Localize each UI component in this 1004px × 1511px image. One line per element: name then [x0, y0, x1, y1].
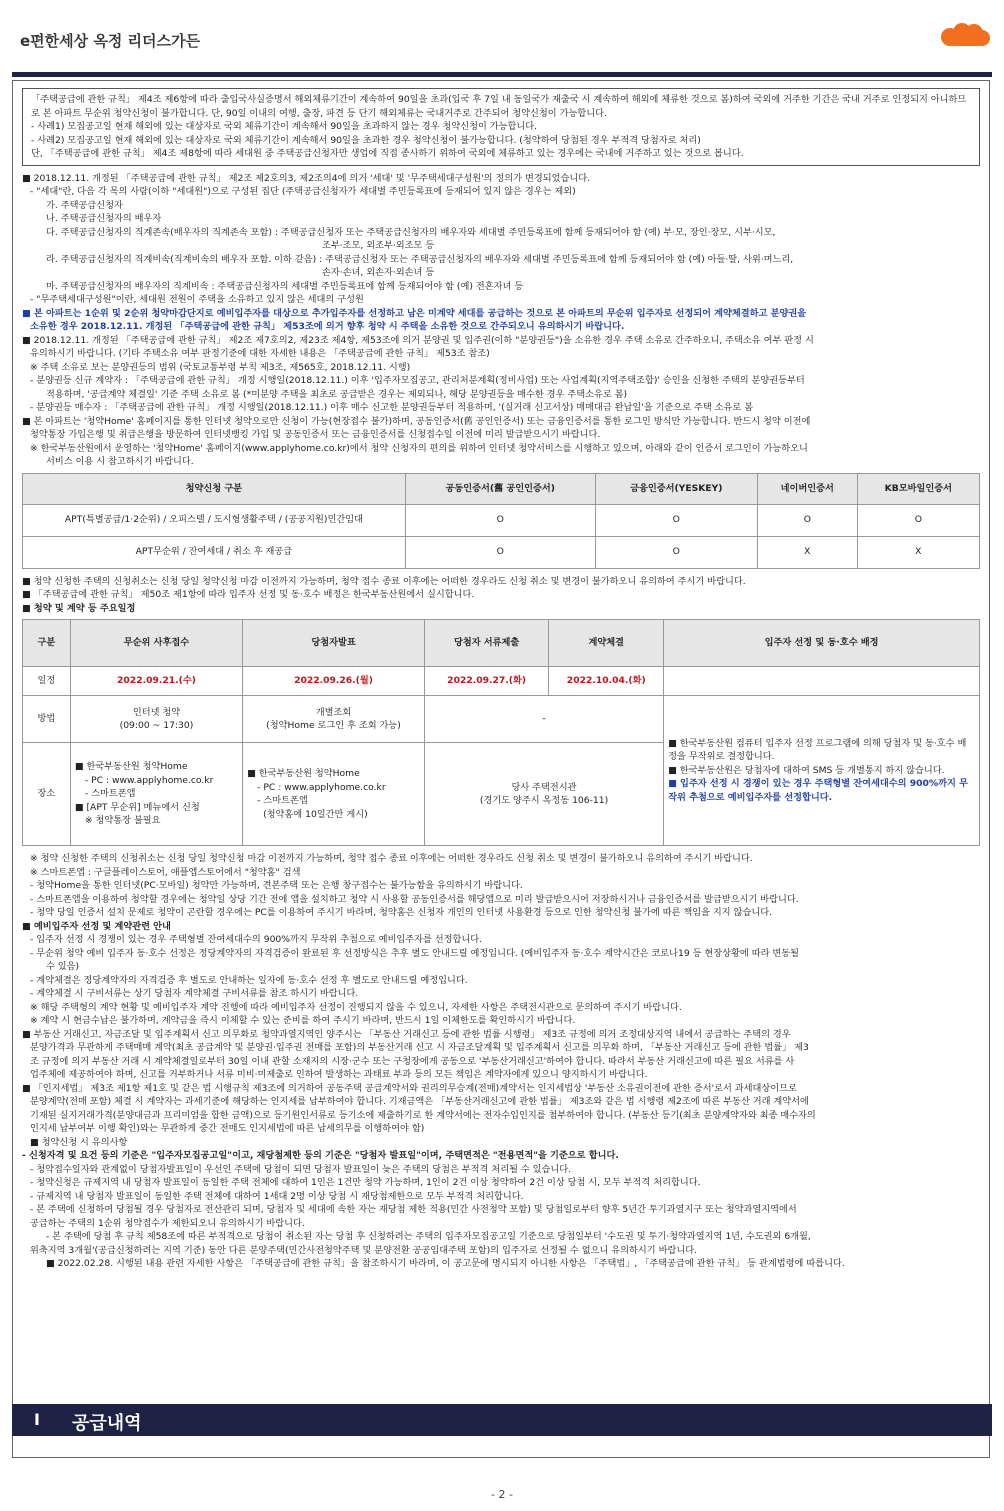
household-definition-section [22, 172, 980, 307]
document-title: e편한세상 옥정 리더스가든 [20, 32, 201, 50]
cell-line: ■ 한국부동산원 청약Home [247, 768, 360, 779]
table-header: 금융인증서(YESKEY) [595, 473, 757, 504]
table-row [23, 696, 980, 743]
document-body [22, 88, 980, 1271]
schedule-table [22, 619, 980, 846]
text-line: - 본 주택에 당첨 후 규칙 제58조에 따른 부적격으로 당첨이 취소된 자는 당첨 후 신청하려는 주택의 입주자모집공고일 기준으로 당첨일부터 '수도권 및 투기·청약과열지역 1년, 수도권외 6개월, [46, 1231, 811, 1242]
overseas-stay-notice [22, 88, 980, 166]
additional-notices [22, 852, 980, 1271]
text-line: ■ 청약 신청한 주택의 신청취소는 신청 당일 청약신청 마감 이전까지 가능하며, 청약 접수 종료 이후에는 어떠한 경우라도 신청 취소 및 변경이 불가하오니 유의하여 주시기 바랍니다. [22, 575, 746, 587]
highlight-line: 소유한 경우 2018.12.11. 개정된 「주택공급에 관한 규칙」 제53조에 의거 향후 청약 시 주택을 소유한 것으로 간주되오니 유의하시기 바랍니다. [30, 321, 625, 332]
text-line: ■ 2018.12.11. 개정된 「주택공급에 관한 규칙」 제2조 제2호의3, 제2조의4에 의거 '세대' 및 '무주택세대구성원'의 정의가 변경되었습니다. [22, 172, 591, 184]
presale-rights-section [22, 334, 980, 469]
unsold-unit-notice [22, 307, 980, 334]
text-line: 손자·손녀, 외손자·외손녀 등 [322, 267, 435, 278]
date-cell: 2022.09.26.(월) [243, 667, 425, 696]
text-line: 라. 주택공급신청자의 직계비속(직계비속의 배우자 포함. 이하 같음) : 주택공급신청자 또는 주택공급신청자의 배우자와 세대별 주민등록표에 함께 등재되어야 함 (예) 아들·딸, 사위·며느리, [46, 253, 794, 265]
table-cell: O [405, 504, 595, 536]
text-line: ■ 청약신청 시 유의사항 [30, 1136, 128, 1148]
table-cell: X [757, 536, 857, 568]
section-title: 공급내역 [72, 1413, 142, 1434]
text-line: - 청약접수일자와 관계없이 당첨자발표일이 우선인 주택에 당첨이 되면 당첨자 발표일이 늦은 주택의 당첨은 부적격 처리될 수 있습니다. [30, 1163, 572, 1175]
notice-line: 「주택공급에 관한 규칙」 제4조 제6항에 따라 출입국사실증명서 해외체류기간이 계속하여 90일을 초과(입국 후 7일 내 동일국가 재출국 시 계속하여 해외에 체류한 것으로 봄)하여 국외에 거주한 기간은 국내 거주로 인정되지 아니하므로 본 아파트 무순위 청약신청이 불가합니다. 단, 90일 이내의 여행, 출장, 파견 등 단기 해외체류는 국내거주로 간주되어 청약신청이 가능합니다. [31, 94, 967, 119]
text-line: 나. 주택공급신청자의 배우자 [46, 213, 162, 224]
table-row [23, 536, 980, 568]
cell-line: - 스마트폰앱 [257, 795, 308, 806]
text-line: 분양계약(전매 포함) 체결 시 계약자는 과세기준에 해당하는 인지세를 납부하여야 합니다. 기재금액은 「부동산거래신고에 관한 법률」 제3조와 같은 법 시행령 제2조에 따른 부동산 거래 계약서에 [30, 1096, 809, 1107]
text-line: - 무순위 청약 예비 입주자 동·호수 선정은 정당계약자의 자격검증이 완료된 후 선정방식은 추후 별도 안내드릴 예정입니다. (예비입주자 동·호수 계약시간은 코로나19 등 현장상황에 따라 변동될 [30, 947, 800, 959]
schedule-heading: ■ 청약 및 계약 등 주요일정 [22, 602, 136, 614]
text-line: - 청약 당일 인증서 설치 문제로 청약이 곤란할 경우에는 PC를 이용하여 주시기 바라며, 청약홈은 신청자 개인의 인터넷 사용환경 등으로 인한 청약신청 불가에 따른 책임을 지지 않습니다. [30, 907, 773, 918]
table-header: 공동인증서(舊 공인인증서) [405, 473, 595, 504]
text-line: 위축지역 3개월'(공급신청하려는 지역 기준) 동안 다른 분양주택(민간사전청약주택 및 분양전환 공공임대주택 포함)의 입주자로 선정될 수 없으니 유의하시기 바랍니다. [30, 1244, 697, 1256]
text-line: - 청약신청은 규제지역 내 당첨자 발표일이 동일한 주택 전체에 대하여 1인은 1건만 청약 가능하며, 1인이 2건 이상 청약하여 2건 이상 당첨 시, 모두 부적격 처리합니다. [30, 1177, 701, 1188]
text-line: ■ 「인지세법」 제3조 제1항 제1호 및 같은 법 시행규칙 제3조에 의거하여 공동주택 공급계약서와 권리의무승계(전매)계약서는 인지세법상 '부동산 소유권이전에 관한 증서'로서 과세대상이므로 [22, 1082, 797, 1094]
table-cell [243, 743, 425, 846]
cell-line: (청약홈에 10일간만 게시) [263, 808, 368, 820]
text-line: ■ 2018.12.11. 개정된 「주택공급에 관한 규칙」 제2조 제7호의2, 제23조 제4항, 제53조에 의거 분양권 및 입주권(이하 "분양권등")을 소유한 경우 주택 소유로 간주하오니, 주택소유 여부 판정 시 [22, 334, 814, 346]
table-header: 계약체결 [549, 620, 664, 667]
text-line: - 입주자 선정 시 경쟁이 있는 경우 주택형별 잔여세대수의 900%까지 무작위 추첨으로 예비입주자를 선정합니다. [30, 934, 483, 945]
cell-line: ■ 입주자 선정 시 경쟁이 있는 경우 주택형별 잔여세대수의 900%까지 무작위 추첨으로 예비입주자를 선정합니다. [668, 778, 968, 803]
text-line: 청약통장 가입은행 및 취급은행을 방문하여 인터넷뱅킹 가입 및 공동인증서 또는 금융인증서를 신청접수일 이전에 미리 발급받으시기 바랍니다. [30, 429, 601, 440]
notice-line: - 사례2) 모집공고일 현재 해외에 있는 대상자로 국외 체류기간이 계속해서 90일을 초과한 경우 청약신청이 불가능합니다. (청약하여 당첨된 경우 부적격 당첨자로 처리) [31, 134, 701, 146]
highlight-line: ■ 본 아파트는 1순위 및 2순위 청약마감단지로 예비입주자를 대상으로 추가입주자를 선정하고 남은 미계약 세대를 공급하는 것으로 본 아파트의 무순위 입주자로 선정되어 계약체결하고 분양권을 [22, 307, 807, 319]
table-header: 구분 [23, 620, 71, 667]
table-header: 네이버인증서 [757, 473, 857, 504]
text-line: ■ 본 아파트는 '청약Home' 홈페이지를 통한 인터넷 청약으로만 신청이 가능(현장접수 불가)하며, 공동인증서(舊 공인인증서) 또는 금융인증서를 통한 로그인 방식만 가능합니다. 반드시 청약 이전에 [22, 415, 811, 427]
cell-line: - 스마트폰앱 [84, 788, 136, 800]
text-line: - 스마트폰앱을 이용하여 청약할 경우에는 청약일 상당 기간 전에 앱을 설치하고 청약 시 사용할 공동인증서를 해당앱으로 미리 발급받으시어 저장하시거나 금융인증서를 발급받으시기 바랍니다. [30, 893, 799, 905]
table-cell: - [424, 696, 663, 743]
cell-line: (경기도 양주시 옥정동 106-11) [479, 795, 609, 806]
cell-line: 인터넷 청약 [132, 706, 181, 718]
table-cell: X [857, 536, 979, 568]
table-header-row [23, 473, 980, 504]
text-line: - 규제지역 내 당첨자 발표일이 동일한 주택 전체에 대하여 1세대 2명 이상 당첨 시 재당첨제한으로 모두 부적격 처리합니다. [30, 1190, 524, 1202]
table-header-row [23, 620, 980, 667]
text-line: 조 규정에 의거 부동산 거래 시 계약체결일로부터 30일 이내 관할 소재지의 시장·군수 또는 구청장에게 공동으로 '부동산거래신고'하여야 합니다. 따라서 부동산 거래신고에 따른 필요 서류를 사 [30, 1055, 795, 1067]
text-line: 공급하는 주택의 1순위 청약접수가 제한되오니 유의하시기 바랍니다. [30, 1217, 305, 1229]
table-header: 당첨자 서류제출 [424, 620, 548, 667]
table-cell [424, 743, 663, 846]
notice-line: 단, 「주택공급에 관한 규칙」 제4조 제8항에 따라 세대원 중 주택공급신청자만 생업에 직접 종사하기 위하여 국외에 체류하고 있는 경우에는 국내에 거주하고 있는 것으로 봅니다. [31, 148, 744, 159]
header-rule [12, 72, 992, 77]
row-label: 방법 [23, 696, 71, 743]
section-number: Ⅰ [34, 1410, 40, 1429]
text-line: 유의하시기 바랍니다. (기타 주택소유 여부 판정기준에 대한 자세한 내용은 「주택공급에 관한 규칙」 제53조 참조) [30, 348, 490, 359]
table-cell [243, 696, 425, 743]
notice-line: - 사례1) 모집공고일 현재 해외에 있는 대상자로 국외 체류기간이 계속해서 90일을 초과하지 않는 경우 청약신청이 가능합니다. [31, 121, 538, 132]
certificate-table [22, 473, 980, 569]
date-cell: 2022.09.21.(수) [70, 667, 242, 696]
table-cell: O [857, 504, 979, 536]
table-row [23, 504, 980, 536]
text-line: 업주체에 제공하여야 하며, 신고를 거부하거나 서류 미비·미제출로 인하여 발생하는 과태료 부과 등의 모든 책임은 계약자에게 있으니 양지하시기 바랍니다. [30, 1069, 648, 1080]
text-line: ※ 계약 시 현금수납은 불가하며, 계약금을 즉시 이체할 수 있는 준비를 하여 주시기 바라며, 반드시 1일 이체한도를 확인하시기 바랍니다. [30, 1015, 576, 1026]
cell-line: - PC : www.applyhome.co.kr [84, 774, 214, 786]
text-line: 조부·조모, 외조부·외조모 등 [322, 240, 435, 251]
table-header: 당첨자발표 [243, 620, 425, 667]
text-line: - 계약체결 시 구비서류는 상기 당첨자 계약체결 구비서류를 참조 하시기 바랍니다. [30, 988, 359, 999]
text-line: - 분양권등 매수자 : 「주택공급에 관한 규칙」 개정 시행일(2018.12.11.) 이후 매수 신고한 분양권등부터 적용하며, '(실거래 신고서상) 매매대금 완납일'을 기준으로 주택 소유로 봄 [30, 402, 754, 413]
cell-line: ■ 한국부동산원 컴퓨터 입주자 선정 프로그램에 의해 당첨자 및 동·호수 배정을 무작위로 결정합니다. [668, 737, 967, 763]
row-label: 일정 [23, 667, 71, 696]
table-header: 무순위 사후접수 [70, 620, 242, 667]
table-cell: O [405, 536, 595, 568]
page-number: - 2 - [491, 1488, 513, 1501]
table-cell: O [595, 536, 757, 568]
text-line: - 계약체결은 정당계약자의 자격검증 후 별도로 안내하는 일자에 동·호수 선정 후 별도로 안내드릴 예정입니다. [30, 974, 468, 986]
table-header: KB모바일인증서 [857, 473, 979, 504]
text-line: ※ 스마트폰앱 : 구글플레이스토어, 애플앱스토어에서 "청약홈" 검색 [30, 866, 301, 878]
text-line: ※ 해당 주택형의 계약 현황 및 예비입주자 계약 진행에 따라 예비입주자 선정이 진행되지 않을 수 있으니, 자세한 사항은 주택전시관으로 문의하여 주시기 바랍니다. [30, 1001, 682, 1013]
text-line: - 본 주택에 신청하여 당첨될 경우 당첨자로 전산관리 되며, 당첨자 및 세대에 속한 자는 재당첨 제한 적용(민간 사전청약 포함) 및 당첨일로부터 향후 5년간 투기과열지구 또는 청약과열지역에서 [30, 1204, 797, 1215]
text-line: ■ 「주택공급에 관한 규칙」 제50조 제1항에 따라 입주자 선정 및 동·호수 배정은 한국부동산원에서 실시합니다. [22, 589, 475, 600]
table-cell [70, 696, 242, 743]
cell-line: 개별조회 [315, 706, 352, 718]
text-line: ■ 부동산 거래신고, 자금조달 및 입주계획서 신고 의무화로 청약과열지역인 양주시는 「부동산 거래신고 등에 관한 법률 시행령」 제3조 규정에 의거 조정대상지역 내에서 공급하는 주택의 경우 [22, 1028, 791, 1040]
subsection-heading: ■ 예비입주자 선정 및 계약관련 안내 [22, 920, 171, 932]
table-cell [70, 743, 242, 846]
assignment-notes-cell [664, 696, 980, 846]
cell-line: ■ 한국부동산원은 당첨자에 대하여 SMS 등 개별통지 하지 않습니다. [668, 764, 945, 776]
date-cell: 2022.09.27.(화) [424, 667, 548, 696]
text-line: ■ 2022.02.28. 시행된 내용 관련 자세한 사항은 「주택공급에 관한 규칙」을 참조하시기 바라며, 이 공고문에 명시되지 아니한 사항은 「주택법」, 「주택공급에 관한 규칙」 등 관계법령에 따릅니다. [46, 1258, 845, 1269]
text-line: 기재된 실지거래가격(분양대금과 프리미엄을 합한 금액)으로 등기원인서류로 등기소에 제출하기로 한 계약서에는 전자수입인지를 첨부하여야 합니다. (부동산 등기(최초 분양계약자와 최종 매수자의 [30, 1109, 816, 1121]
text-line: ※ 청약 신청한 주택의 신청취소는 신청 당일 청약신청 마감 이전까지 가능하며, 청약 접수 종료 이후에는 어떠한 경우라도 신청 취소 및 변경이 불가하오니 유의하여 주시기 바랍니다. [30, 853, 753, 864]
text-line: ※ 주택 소유로 보는 분양권등의 범위 (국토교통부령 부칙 제3조, 제565호, 2018.12.11. 시행) [30, 361, 411, 373]
text-line: - 분양권등 신규 계약자 : 「주택공급에 관한 규칙」 개정 시행일(2018.12.11.) 이후 '입주자모집공고, 관리처분계획(정비사업) 또는 사업계획(지역주택조합)' 승인을 신청한 주택의 분양권등부터 [30, 375, 805, 386]
table-cell: O [757, 504, 857, 536]
cell-line: (09:00 ~ 17:30) [119, 720, 194, 731]
text-line: - "무주택세대구성원"이란, 세대원 전원이 주택을 소유하고 있지 않은 세대의 구성원 [30, 294, 364, 305]
page-header [0, 0, 1004, 76]
cancellation-section [22, 575, 980, 616]
orange-cloud-logo-icon [938, 22, 992, 48]
cell-line: ■ [APT 무순위] 메뉴에서 신청 [74, 801, 200, 813]
text-line: 마. 주택공급신청자의 배우자의 직계비속 : 주택공급신청자의 세대별 주민등록표에 함께 등재되어야 함 (예) 전혼자녀 등 [46, 280, 524, 292]
table-cell [664, 667, 980, 696]
table-header: 입주자 선정 및 동·호수 배정 [664, 620, 980, 667]
table-cell: O [595, 504, 757, 536]
table-cell: APT(특별공급/1·2순위) / 오피스텔 / 도시형생활주택 / (공공지원)민간임대 [23, 504, 406, 536]
text-line: 인지세 납부여부 이행 확인)와는 무관하게 중간 전매도 인지세법에 따른 납세의무를 이행하여야 함) [30, 1123, 425, 1134]
cell-line: (청약Home 로그인 후 조회 가능) [266, 720, 401, 731]
row-label: 장소 [23, 743, 71, 846]
text-line: 수 있음) [46, 961, 80, 972]
table-row [23, 667, 980, 696]
cell-line: ※ 청약통장 불필요 [84, 815, 161, 827]
section-heading-bar [12, 1404, 992, 1436]
cell-line: 당사 주택전시관 [511, 781, 577, 793]
subsection-heading: - 신청자격 및 요건 등의 기준은 "입주자모집공고일"이고, 재당첨제한 등의 기준은 "당첨자 발표일"이며, 주택면적은 "전용면적"을 기준으로 합니다. [22, 1150, 619, 1161]
cell-line: ■ 한국부동산원 청약Home [74, 761, 188, 773]
cell-line: - PC : www.applyhome.co.kr [257, 781, 386, 793]
text-line: 서비스 이용 시 참고하시기 바랍니다. [46, 456, 194, 467]
text-line: 적용하며, '공급계약 체결일' 기준 주택 소유로 봄 (*미분양 주택을 최초로 공급받은 경우는 제외되나, 해당 분양권등을 매수한 경우 주택소유로 봄) [46, 388, 628, 400]
table-cell: APT무순위 / 잔여세대 / 취소 후 재공급 [23, 536, 406, 568]
text-line: 가. 주택공급신청자 [46, 199, 123, 211]
text-line: ※ 한국부동산원에서 운영하는 '청약Home' 홈페이지(www.applyhome.co.kr)에서 청약 신청자의 편의를 위하여 인터넷 청약서비스를 시행하고 있으며, 아래와 같이 인증서 로그인이 가능하오니 [30, 442, 808, 454]
text-line: 분양가격과 무관하게 주택매매 계약(최초 공급계약 및 분양권·입주권 전매를 포함)의 부동산거래 신고 시 자금조달계획 및 입주계획서 신고를 의무화 하며, 「부동산 거래신고 등에 관한 법률」 제3 [30, 1042, 809, 1053]
table-header: 청약신청 구분 [23, 473, 406, 504]
text-line: 다. 주택공급신청자의 직계존속(배우자의 직계존속 포함) : 주택공급신청자 또는 주택공급신청자의 배우자와 세대별 주민등록표에 함께 등재되어야 함 (예) 부·모, 장인·장모, 시부·시모, [46, 226, 776, 238]
text-line: - "세대"란, 다음 각 목의 사람(이하 "세대원")으로 구성된 집단 (주택공급신청자가 세대별 주민등록표에 등재되어 있지 않은 경우는 제외) [30, 186, 576, 197]
date-cell: 2022.10.04.(화) [549, 667, 664, 696]
text-line: - 청약Home을 통한 인터넷(PC·모바일) 청약만 가능하며, 견본주택 또는 은행 창구접수는 불가능함을 유의하시기 바랍니다. [30, 880, 523, 891]
